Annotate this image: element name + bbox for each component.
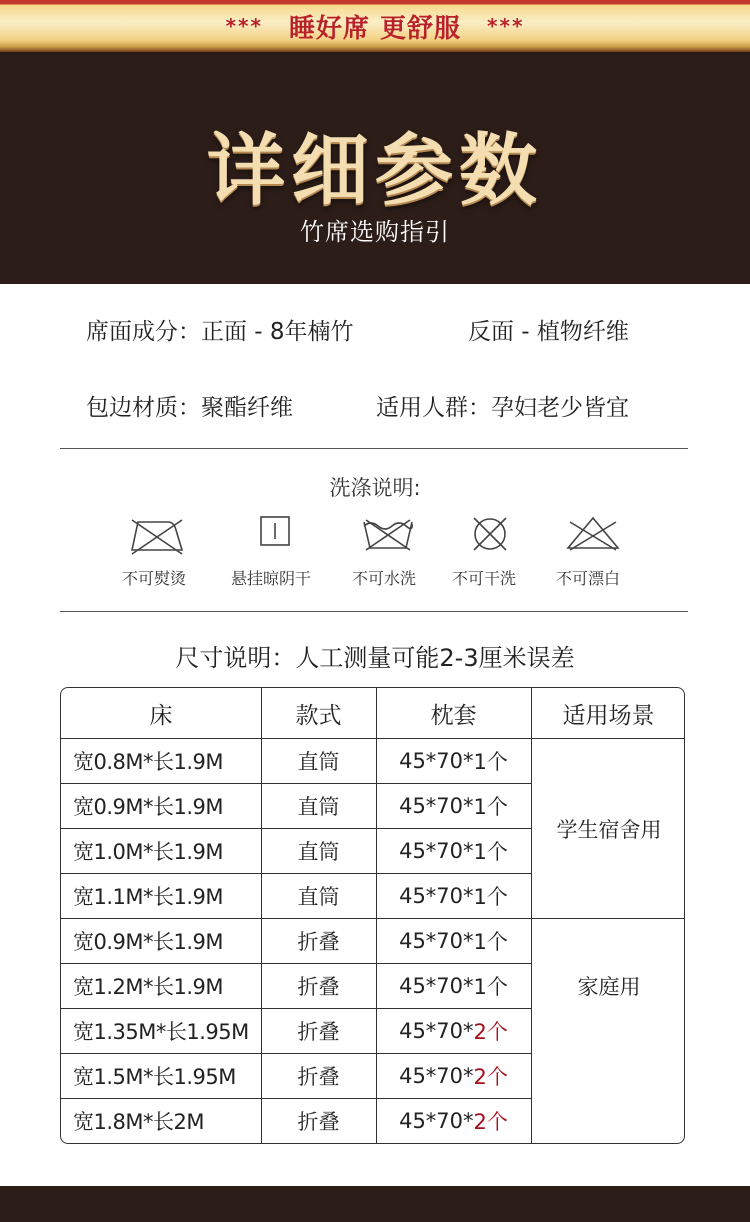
table-header-pillow: 枕套 — [430, 702, 477, 729]
table-cell-bed: 宽1.2M*长1.9M — [73, 975, 224, 999]
table-cell-style: 折叠 — [297, 1110, 340, 1134]
pillow-quantity: 1个 — [473, 750, 508, 774]
table-cell-bed: 宽0.9M*长1.9M — [73, 795, 224, 819]
pillow-size: 45*70* — [399, 929, 474, 953]
table-cell-pillow — [376, 1054, 531, 1098]
table-cell-bed: 宽1.8M*长2M — [73, 1110, 204, 1134]
banner-stars-right: *** — [487, 14, 525, 38]
hero-section — [0, 52, 750, 284]
care-heading: 洗涤说明: — [329, 476, 421, 500]
footer-band — [0, 1186, 750, 1222]
pillow-quantity: 1个 — [473, 930, 508, 954]
page-subtitle: 竹席选购指引 — [300, 218, 450, 246]
size-note: 尺寸说明：人工测量可能2-3厘米误差 — [175, 644, 575, 672]
pillow-size: 45*70* — [399, 1109, 474, 1133]
pillow-quantity: 1个 — [473, 840, 508, 864]
table-cell-bed: 宽1.5M*长1.95M — [73, 1065, 236, 1089]
table-cell-pillow — [376, 829, 531, 873]
pillow-size: 45*70* — [399, 794, 474, 818]
hang-dry-shade-icon — [258, 514, 292, 552]
table-cell-style: 折叠 — [297, 1065, 340, 1089]
spec-back-material: 反面 - 植物纤维 — [468, 319, 629, 345]
pillow-quantity: 1个 — [473, 885, 508, 909]
spec-front-material: 席面成分：正面 - 8年楠竹 — [86, 319, 354, 345]
table-cell-scene-dorm: 学生宿舍用 — [556, 817, 662, 842]
table-cell-pillow — [376, 784, 531, 828]
table-cell-style: 直筒 — [297, 795, 340, 819]
page-title: 详细参数 — [206, 126, 543, 216]
table-cell-pillow — [376, 1099, 531, 1143]
divider-top — [60, 448, 688, 449]
size-table — [60, 687, 685, 1144]
table-cell-scene-family: 家庭用 — [577, 975, 641, 999]
care-label-no-wash: 不可水洗 — [352, 569, 417, 588]
pillow-quantity: 1个 — [473, 795, 508, 819]
top-banner — [0, 0, 750, 52]
banner-stars-left: *** — [225, 14, 263, 38]
no-iron-icon — [128, 514, 186, 562]
table-cell-bed: 宽1.35M*长1.95M — [73, 1020, 249, 1044]
pillow-quantity: 2个 — [473, 1065, 508, 1089]
spec-edging: 包边材质：聚酯纤维 — [86, 395, 293, 421]
table-cell-pillow — [376, 964, 531, 1008]
pillow-size: 45*70* — [399, 1064, 474, 1088]
care-label-no-iron: 不可熨烫 — [122, 569, 187, 588]
pillow-size: 45*70* — [399, 1019, 474, 1043]
divider-bottom — [60, 611, 688, 612]
table-header-scene: 适用场景 — [562, 702, 655, 729]
table-cell-style: 直筒 — [297, 750, 340, 774]
pillow-quantity: 2个 — [473, 1110, 508, 1134]
table-header-style: 款式 — [295, 702, 342, 729]
table-cell-pillow — [376, 919, 531, 963]
table-cell-style: 折叠 — [297, 1020, 340, 1044]
table-cell-style: 折叠 — [297, 975, 340, 999]
table-cell-bed: 宽0.9M*长1.9M — [73, 930, 224, 954]
care-label-no-bleach: 不可漂白 — [556, 569, 621, 588]
table-cell-pillow — [376, 874, 531, 918]
table-header-bed: 床 — [149, 702, 173, 729]
table-cell-pillow — [376, 1009, 531, 1053]
no-wash-icon — [360, 514, 416, 558]
table-cell-style: 直筒 — [297, 840, 340, 864]
pillow-size: 45*70* — [399, 974, 474, 998]
table-cell-bed: 宽1.1M*长1.9M — [73, 885, 224, 909]
table-cell-bed: 宽0.8M*长1.9M — [73, 750, 224, 774]
care-label-hang-dry: 悬挂晾阴干 — [231, 569, 312, 588]
table-cell-style: 折叠 — [297, 930, 340, 954]
table-cell-style: 直筒 — [297, 885, 340, 909]
no-bleach-icon — [564, 514, 622, 558]
pillow-size: 45*70* — [399, 839, 474, 863]
pillow-size: 45*70* — [399, 749, 474, 773]
spec-audience: 适用人群：孕妇老少皆宜 — [376, 395, 629, 421]
pillow-quantity: 2个 — [473, 1020, 508, 1044]
pillow-quantity: 1个 — [473, 975, 508, 999]
table-cell-bed: 宽1.0M*长1.9M — [73, 840, 224, 864]
banner-slogan: 睡好席 更舒服 — [288, 13, 462, 44]
pillow-size: 45*70* — [399, 884, 474, 908]
care-label-no-dry-clean: 不可干洗 — [452, 569, 517, 588]
table-cell-pillow — [376, 739, 531, 783]
no-dry-clean-icon — [470, 514, 510, 558]
